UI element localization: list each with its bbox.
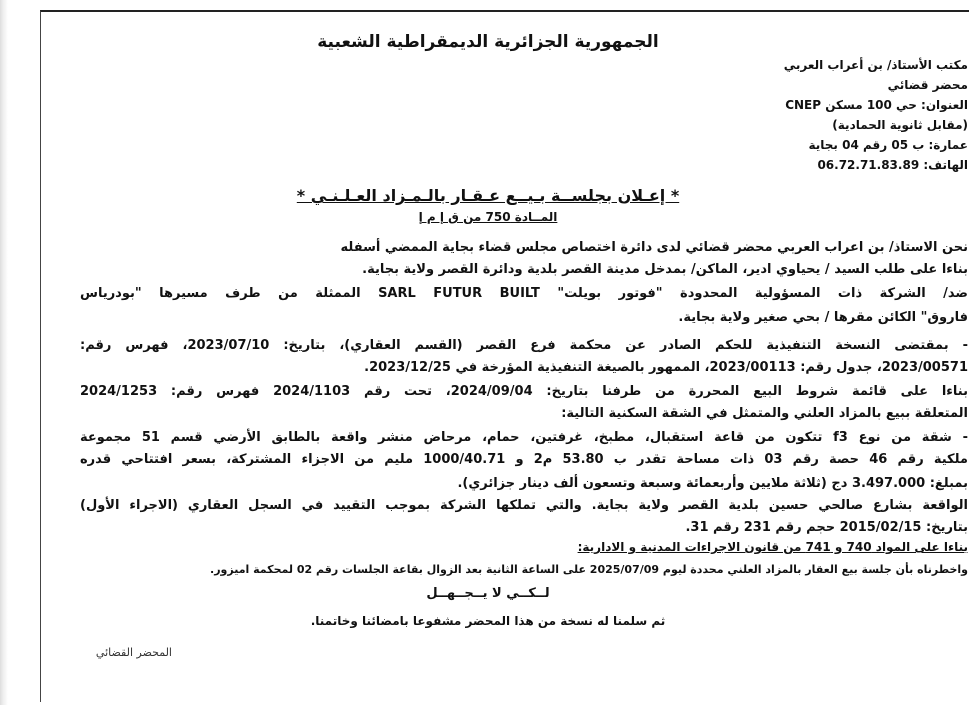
office-address: العنوان: حي 100 مسكن CNEP — [785, 98, 968, 112]
notice-article: المــادة 750 من ق إ م إ — [418, 210, 558, 224]
body-line: بمبلغ: 3.497.000 دج (ثلاثة ملايين وأربعمائة وسبعة وتسعون ألف دينار جزائري). — [457, 476, 968, 491]
office-address-note: (مقابل ثانوية الحمادية) — [832, 118, 968, 132]
body-line: ملكية رقم 46 حصة رقم 03 ذات مساحة تقدر ب 53.80 م2 و 1000/40.71 مليم من الاجزاء المشتركة، بسعر افتتاحي قدره — [80, 452, 968, 467]
republic-header: الجمهورية الجزائرية الديمقراطية الشعبية — [317, 32, 659, 52]
body-line: بتاريخ: 2015/02/15 حجم رقم 231 رقم 31. — [685, 520, 968, 535]
body-line: - شقة من نوع f3 تتكون من قاعة استقبال، مطبخ، غرفتين، حمام، مرحاض منشر واقعة بالطابق الأرضي قسم 51 مجموعة — [80, 430, 968, 445]
closing-statement: ثم سلمنا له نسخة من هذا المحضر مشفوعا بامضائنا وخاتمنا. — [310, 614, 666, 628]
body-line: المتعلقة ببيع بالمزاد العلني والمتمثل في الشقة السكنية التالية: — [561, 406, 968, 421]
hearing-notice: واخطرناه بأن جلسة بيع العقار بالمزاد العلني محددة ليوم 2025/07/09 على الساعة الثانية بعد الزوال بقاعة الجلسات رقم 02 لمحكمة اميزور. — [210, 563, 968, 576]
body-line: نحن الاستاذ/ بن اعراب العربي محضر قضائي لدى دائرة اختصاص مجلس قضاء بجاية الممضي أسفله — [340, 240, 968, 255]
signature-label: المحضر القضائي — [95, 646, 172, 659]
body-line: ضد/ الشركة ذات المسؤولية المحدودة "فوتور بويلت" SARL FUTUR BUILT الممثلة من طرف مسيرها "بودرياس — [80, 286, 968, 301]
closing-formula: لــكــي لا يــجــهــل — [426, 586, 550, 601]
office-role: محضر قضائي — [887, 78, 968, 92]
office-name: مكتب الأستاذ/ بن أعراب العربي — [783, 58, 968, 72]
body-line: الواقعة بشارع صالحي حسين بلدية القصر ولاية بجاية. والتي تملكها الشركة بموجب التقييد في السجل العقاري (الاجراء الأول) — [80, 498, 968, 513]
office-phone: الهاتف: 06.72.71.83.89 — [817, 158, 968, 172]
body-line: 2023/00571، جدول رقم: 2023/00113، الممهور بالصيغة التنفيذية المؤرخة في 2023/12/25. — [364, 360, 968, 375]
office-building: عمارة: ب 05 رقم 04 بجاية — [808, 138, 968, 152]
legal-basis: بناءا على المواد 740 و 741 من قانون الاجراءات المدنية و الادارية: — [577, 540, 968, 554]
body-line: بناءا على طلب السيد / يحياوي ادير، الماكن/ بمدخل مدينة القصر بلدية ودائرة القصر ولاية بجاية. — [362, 262, 968, 277]
body-line: فاروق" الكائن مقرها / بحي صغير ولاية بجاية. — [678, 310, 968, 325]
body-line: - بمقتضى النسخة التنفيذية للحكم الصادر عن محكمة فرع القصر (القسم العقاري)، بتاريخ: 2023/07/10، فهرس رقم: — [80, 338, 968, 353]
body-line: بناءا على قائمة شروط البيع المحررة من طرفنا بتاريخ: 2024/09/04، تحت رقم 2024/1103 فهرس رقم: 2024/1253 — [80, 384, 968, 399]
notice-title: * إعـلان بجلســة بـيــع عـقـار بالـمـزاد العـلـنـي * — [296, 186, 680, 205]
